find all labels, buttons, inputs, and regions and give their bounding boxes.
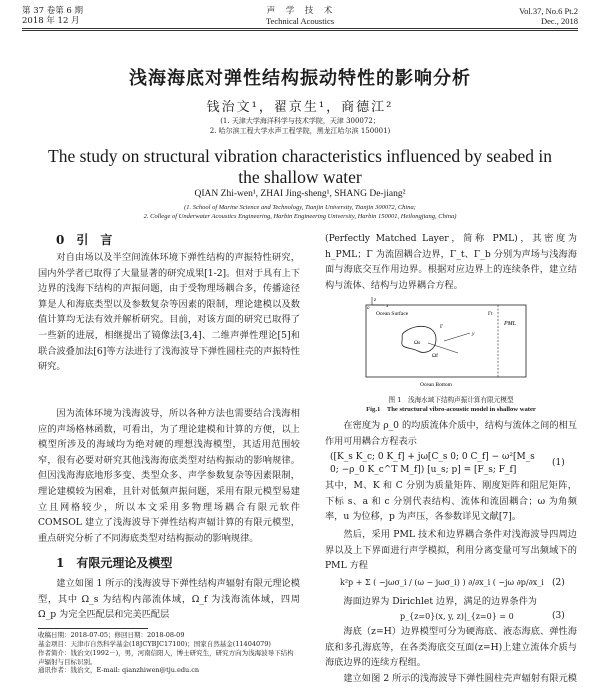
affiliation-cn-2: 2. 哈尔滨工程大学水声工程学院，黑龙江哈尔滨 150001) — [209, 127, 391, 135]
footnote-received: 收稿日期：2018-07-05；修回日期：2018-08-09 — [38, 631, 185, 639]
y-axis-label: y — [472, 331, 475, 337]
section-0-heading: 0 引 言 — [56, 233, 113, 247]
omega-f-label: Ωf — [432, 353, 438, 359]
equation-2-number: (2) — [552, 578, 565, 588]
footnote-fund: 基金项目：天津市自然科学基金(18JCYBJC17100)；国家自然基金(11404079) — [38, 640, 271, 648]
section-1-paragraph: 建立如图 1 所示的浅海波导下弹性结构声辐射有限元理论模型，其中 Ω_s 为结构内部流体域，Ω_f 为浅海流体域，四周 Ω_p 为完全匹配层和完美匹配层 — [38, 578, 300, 621]
paper-title-cn: 浅海海底对弹性结构振动特性的影响分析 — [129, 68, 471, 89]
right-paragraph-5: 海面边界为 Dirichlet 边界，满足的边界条件为 — [343, 596, 537, 607]
gamma-t-label: Γt — [488, 311, 493, 317]
authors-cn: 钱治文¹，翟京生¹，商德江² — [206, 100, 394, 115]
normal-vector — [428, 343, 458, 353]
journal-date: 2018 年 12 月 — [22, 16, 80, 26]
section-1-heading: 1 有限元理论及模型 — [56, 556, 173, 570]
paper-title-en: The study on structural vibration characteristics influenced by seabed in the shallow water — [48, 146, 552, 187]
gamma-label: Γ — [440, 324, 444, 330]
section-0-paragraph-2: 因为流体环境为浅海波导，所以各种方法也需要结合浅海相应的声场格林函数，可看出，为了理论建模和计算的方便，以上模型所涉及的海域均为绝对硬的理想浅海模型，其适用范围较窄，很有必要对研究其他浅海海底类型对结构振动的影响规律。但因浅海海底地形多变、类型众多、声学参数复杂等因素限制，理论建模较为困难，且针对低频声振问题，采用有限元模型易建立且网格较少，所以本文采用多物理场耦合有限元软件 COMSOL 建立了浅海波导下弹性结构声辐计算的有限元模型，重点研究分析了不同海底类型对结构振动的影响规律。 — [38, 408, 300, 544]
journal-issue: 第 37 卷第 6 期 — [22, 6, 84, 16]
header-rule — [22, 28, 578, 29]
journal-date-en: Dec., 2018 — [540, 16, 578, 26]
right-paragraph-6: 海底（z=H）边界模型可分为硬海底、液态海底、弹性海底和多孔海底等，在各类海底交互面(z=H)上建立流体介质与海底边界的连续方程组。 — [325, 626, 577, 669]
origin-label: o — [367, 306, 370, 311]
equation-2: k²p + Σ ( −jωσ_i / (ω − jωσ_i) ) ∂/∂x_i ( −jω ∂p/∂x_i — [340, 578, 544, 587]
pml-label: PML — [504, 321, 516, 327]
section-0-paragraph-1: 对自由场以及半空间流体环境下弹性结构的声振特性研究，国内外学者已取得了大量显著的研究成果[1-2]。但对于具有上下边界的浅海下结构的声振问题，由于受物理场耦合多，传播途径算是人和海底类型以及参数复杂等因素的限制，理论建模以及数值计算均无法有效并解析研究。目前，对该方面的研究已取得了一些新的进展，相继提出了镜像法[3,4]、二维声弹性理论[5]和联合波叠加法[6]等方法进行了浅海波导下弹性圆柱壳的声振特性研究。 — [38, 252, 300, 373]
figure-1-caption-cn: 图 1 浅海水域下结构声振计算有限元模型 — [388, 396, 514, 404]
journal-volume: Vol.37, No.6 Pt.2 — [519, 6, 578, 16]
footnote-contact: 通讯作者：钱治文，E-mail: qianzhiwen@tju.edu.cn — [38, 666, 200, 674]
equation-1: ([K_s K_c; 0 K_f] + jω[C_s 0; 0 C_f] − ω²[M_s 0; −ρ_0 K_c^T M_f]) [u_s; p] = [F_s; F_f] — [330, 452, 535, 475]
affiliation-cn-1: (1. 天津大学海洋科学与技术学院，天津 300072； — [220, 117, 380, 125]
right-paragraph-4: 然后，采用 PML 技术和边界耦合条件对浅海波导四周边界以及上下界面进行声学模拟，利用分离变量可写出频域下的 PML 方程 — [325, 529, 577, 572]
y-axis — [444, 333, 470, 341]
header-rule-2 — [22, 30, 578, 31]
journal-name-en: Technical Acoustics — [265, 16, 335, 26]
ocean-surface-label: Ocean Surface — [376, 311, 409, 317]
figure-1-caption-en: Fig.1 The structural vibro-acoustic model in shallow water — [366, 406, 536, 413]
right-paragraph-2: 在密度为 ρ_0 的均质流体介质中，结构与流体之间的相互作用可用耦合方程表示 — [325, 420, 577, 447]
omega-s-label: Ωs — [414, 340, 421, 346]
z-axis-label: z — [374, 297, 377, 303]
equation-3-number: (3) — [552, 611, 565, 621]
affiliation-en-2: 2. College of Underwater Acoustics Engineering, Harbin Engineering University, Harbin 150001, Heilongjiang, China) — [143, 213, 457, 220]
footnote-rule — [38, 628, 148, 629]
figure-1 — [348, 295, 548, 390]
journal-name-cn: 声 学 技 术 — [266, 6, 334, 16]
equation-3: p_{z=0}(x, y, z)|_{z=0} = 0 — [400, 612, 514, 621]
right-paragraph-1: (Perfectly Matched Layer，简称 PML)，其密度为 h_PML；Γ 为流固耦合边界，Γ_t、Γ_b 分别为声场与浅海海面与海底交互作用边界。根据对应边界上的连续条件，建立结构与流体、结构与边界耦合方程。 — [325, 233, 577, 291]
ocean-bottom-label: Ocean Bottom — [420, 382, 452, 388]
x-axis-label: x — [386, 303, 389, 309]
right-paragraph-7: 建立如图 2 所示的浅海波导下弹性圆柱壳声辐射有限元模 — [343, 673, 577, 684]
equation-1-number: (1) — [552, 458, 565, 468]
authors-en: QIAN Zhi-wen¹, ZHAI Jing-sheng¹, SHANG De-jiang² — [194, 189, 406, 199]
right-paragraph-3: 其中，M、K 和 C 分别为质量矩阵、刚度矩阵和阻尼矩阵，下标 s、a 和 c 分别代表结构、流体和流固耦合；ω 为角频率，u 为位移，p 为声压，各参数详见文献[7]。 — [325, 480, 577, 523]
footnote-author: 作者简介：钱治文(1992－)，男，河南信阳人，博士研究生，研究方向为浅海波导下结构声辐射与目标识别。 — [38, 649, 294, 666]
affiliation-en-1: (1. School of Marine Science and Technology, Tianjin University, Tianjin 300072, China; — [184, 204, 416, 211]
